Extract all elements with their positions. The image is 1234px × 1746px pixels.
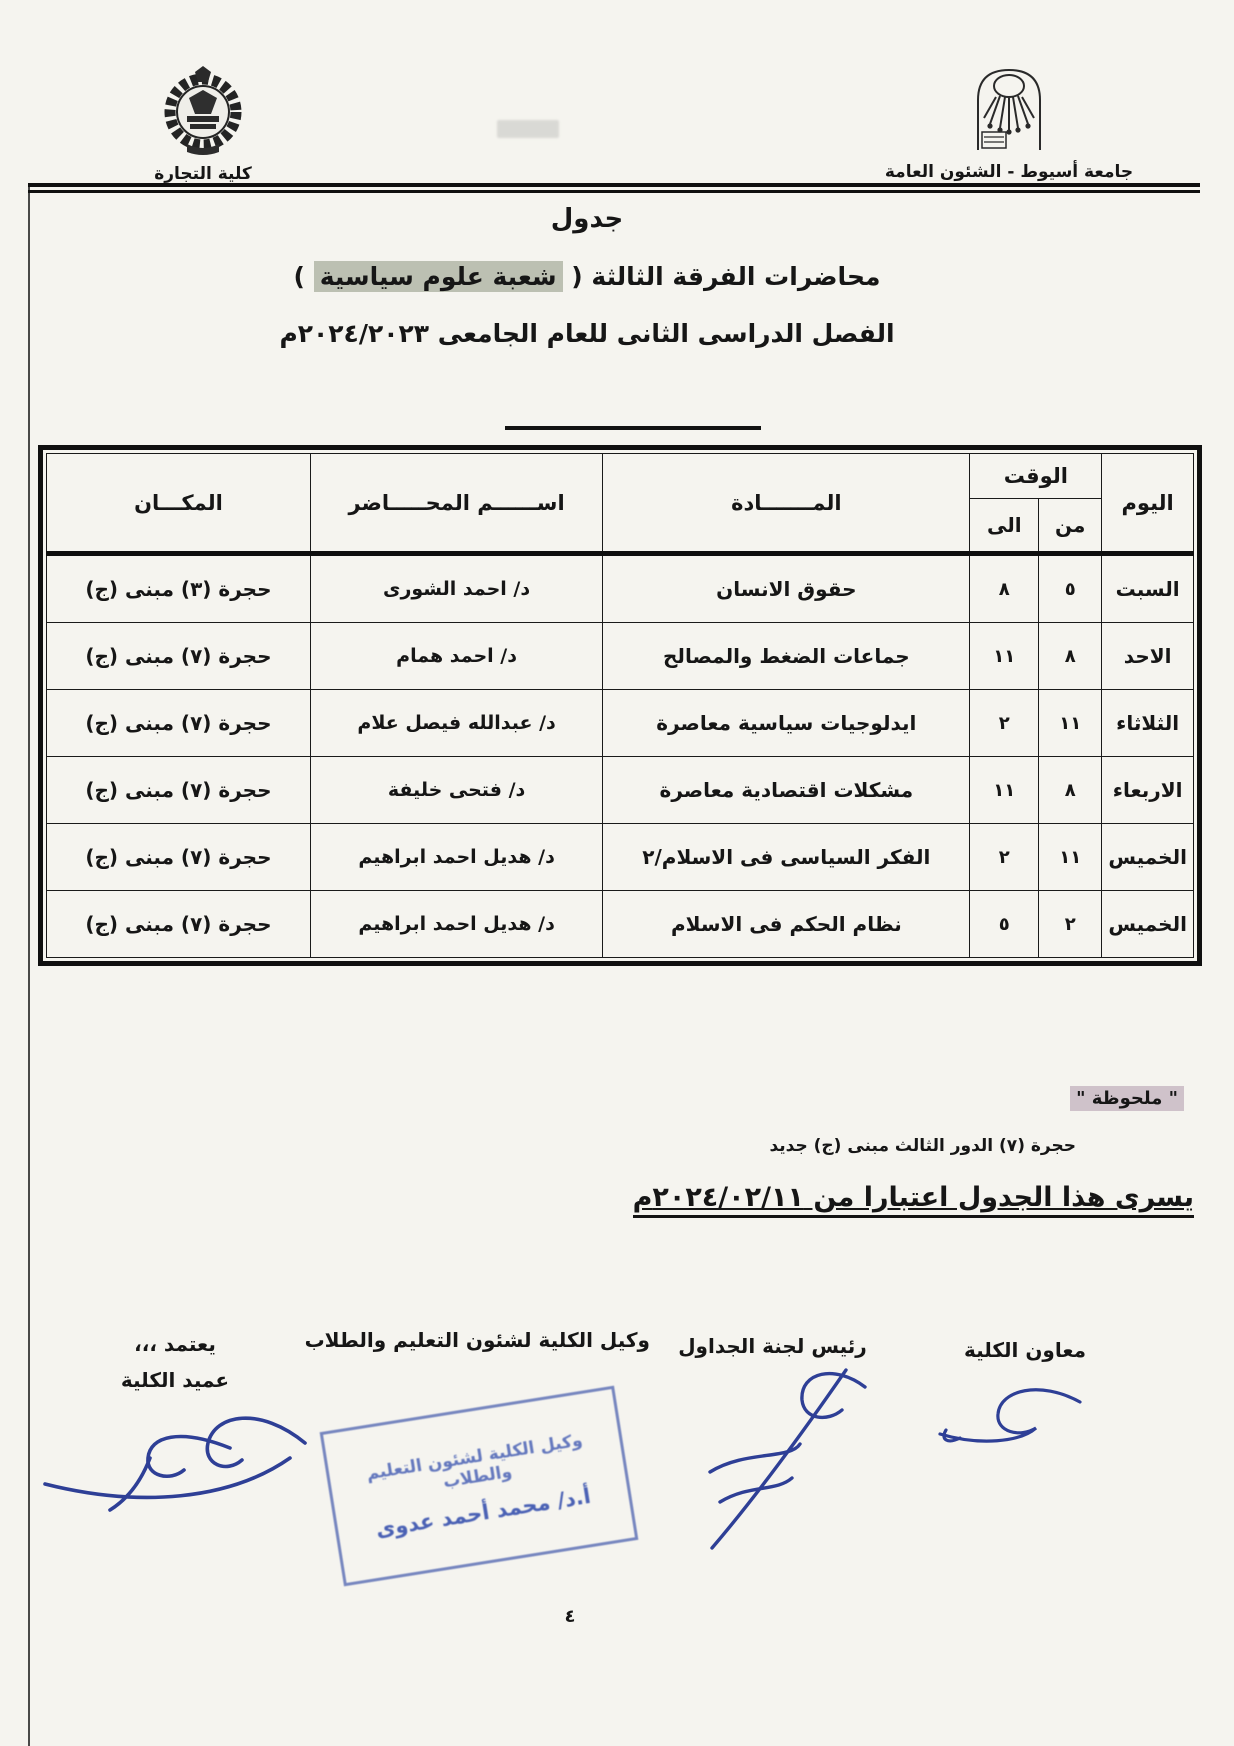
day-cell: الخميس: [1102, 891, 1194, 958]
place-cell: حجرة (٧) مبنى (ج): [47, 623, 311, 690]
subject-cell: مشكلات اقتصادية معاصرة: [603, 757, 970, 824]
subtitle-section: [0, 262, 1174, 291]
subtitle-semester: الفصل الدراسى الثانى للعام الجامعى ٢٠٢٤/٢٠٢٣م: [279, 319, 895, 348]
from-cell: ١١: [1039, 824, 1102, 891]
lecturer-cell: د/ عبدالله فيصل علام: [310, 690, 602, 757]
title-block: [0, 198, 1174, 348]
schedule-table-frame: [38, 445, 1202, 966]
lecturer-cell: د/ هديل احمد ابراهيم: [310, 824, 602, 891]
day-cell: الثلاثاء: [1102, 690, 1194, 757]
stamp-title: وكيل الكلية لشئون التعليم والطلاب: [365, 1430, 584, 1493]
to-cell: ١١: [970, 623, 1039, 690]
to-cell: ٢: [970, 690, 1039, 757]
from-cell: ٥: [1039, 554, 1102, 623]
table-row: [47, 690, 1194, 757]
subtitle-suffix: ): [293, 262, 314, 291]
lecturer-cell: د/ فتحى خليفة: [310, 757, 602, 824]
from-cell: ٨: [1039, 757, 1102, 824]
day-cell: الخميس: [1102, 824, 1194, 891]
subject-cell: حقوق الانسان: [603, 554, 970, 623]
stamp-name: أ.د/ محمد أحمد عدوى: [374, 1483, 593, 1542]
table-row: [47, 554, 1194, 623]
day-cell: الاربعاء: [1102, 757, 1194, 824]
lecturer-cell: د/ احمد همام: [310, 623, 602, 690]
header-from: من: [1039, 499, 1102, 554]
dean-title: عميد الكلية: [120, 1368, 230, 1392]
to-cell: ٥: [970, 891, 1039, 958]
faculty-header: [118, 60, 288, 184]
subject-cell: جماعات الضغط والمصالح: [603, 623, 970, 690]
to-cell: ٨: [970, 554, 1039, 623]
vice-dean-label: وكيل الكلية لشئون التعليم والطلاب: [304, 1328, 650, 1352]
subject-cell: نظام الحكم فى الاسلام: [603, 891, 970, 958]
header-lecturer: اســــــم المحـــــاضر: [310, 454, 602, 554]
header-subject: المـــــــادة: [603, 454, 970, 554]
page-title: جدول: [550, 204, 624, 234]
lecturer-cell: د/ هديل احمد ابراهيم: [310, 891, 602, 958]
faculty-name: كلية التجارة: [154, 164, 252, 184]
dean-signature: [30, 1388, 320, 1538]
dean-approval-label: [95, 1326, 255, 1398]
schedule-table: [46, 453, 1194, 958]
assistant-dean-signature: [920, 1372, 1100, 1472]
day-cell: السبت: [1102, 554, 1194, 623]
assiut-university-logo-icon: [970, 139, 1048, 158]
table-row: [47, 891, 1194, 958]
effective-date-line: يسرى هذا الجدول اعتبارا من ٢٠٢٤/٠٢/١١م: [633, 1182, 1194, 1218]
lecturer-cell: د/ احمد الشورى: [310, 554, 602, 623]
place-cell: حجرة (٧) مبنى (ج): [47, 757, 311, 824]
approve-word: يعتمد ،،،: [134, 1332, 216, 1356]
header-divider: [28, 183, 1200, 193]
table-row: [47, 824, 1194, 891]
from-cell: ٢: [1039, 891, 1102, 958]
place-cell: حجرة (٣) مبنى (ج): [47, 554, 311, 623]
header-day: اليوم: [1102, 454, 1194, 554]
subtitle-prefix: محاضرات الفرقة الثالثة (: [562, 262, 881, 291]
place-cell: حجرة (٧) مبنى (ج): [47, 891, 311, 958]
to-cell: ١١: [970, 757, 1039, 824]
from-cell: ٨: [1039, 623, 1102, 690]
table-header: [47, 454, 1194, 554]
university-header: [824, 62, 1194, 182]
place-cell: حجرة (٧) مبنى (ج): [47, 824, 311, 891]
vice-dean-stamp: [320, 1386, 639, 1587]
section-highlight: شعبة علوم سياسية: [314, 261, 563, 292]
header-time: الوقت: [970, 454, 1102, 499]
scan-edge-artifact: [28, 186, 30, 1746]
page-number: ٤: [564, 1606, 576, 1627]
scan-smudge-artifact: [497, 120, 559, 138]
place-cell: حجرة (٧) مبنى (ج): [47, 690, 311, 757]
day-cell: الاحد: [1102, 623, 1194, 690]
header-to: الى: [970, 499, 1039, 554]
table-row: [47, 757, 1194, 824]
note-heading: " ملحوظة ": [1070, 1086, 1184, 1111]
university-name: جامعة أسيوط - الشئون العامة: [884, 162, 1134, 182]
header-place: المكـــان: [47, 454, 311, 554]
note-room-detail: حجرة (٧) الدور الثالث مبنى (ج) جديد: [769, 1136, 1076, 1156]
title-separator: [505, 426, 761, 430]
from-cell: ١١: [1039, 690, 1102, 757]
table-row: [47, 623, 1194, 690]
subject-cell: الفكر السياسى فى الاسلام/٢: [603, 824, 970, 891]
schedules-committee-label: رئيس لجنة الجداول: [678, 1334, 867, 1358]
commerce-college-logo-icon: [157, 141, 249, 160]
to-cell: ٢: [970, 824, 1039, 891]
schedules-committee-signature: [650, 1352, 880, 1562]
subject-cell: ايدلوجيات سياسية معاصرة: [603, 690, 970, 757]
assistant-dean-label: معاون الكلية: [963, 1338, 1087, 1362]
